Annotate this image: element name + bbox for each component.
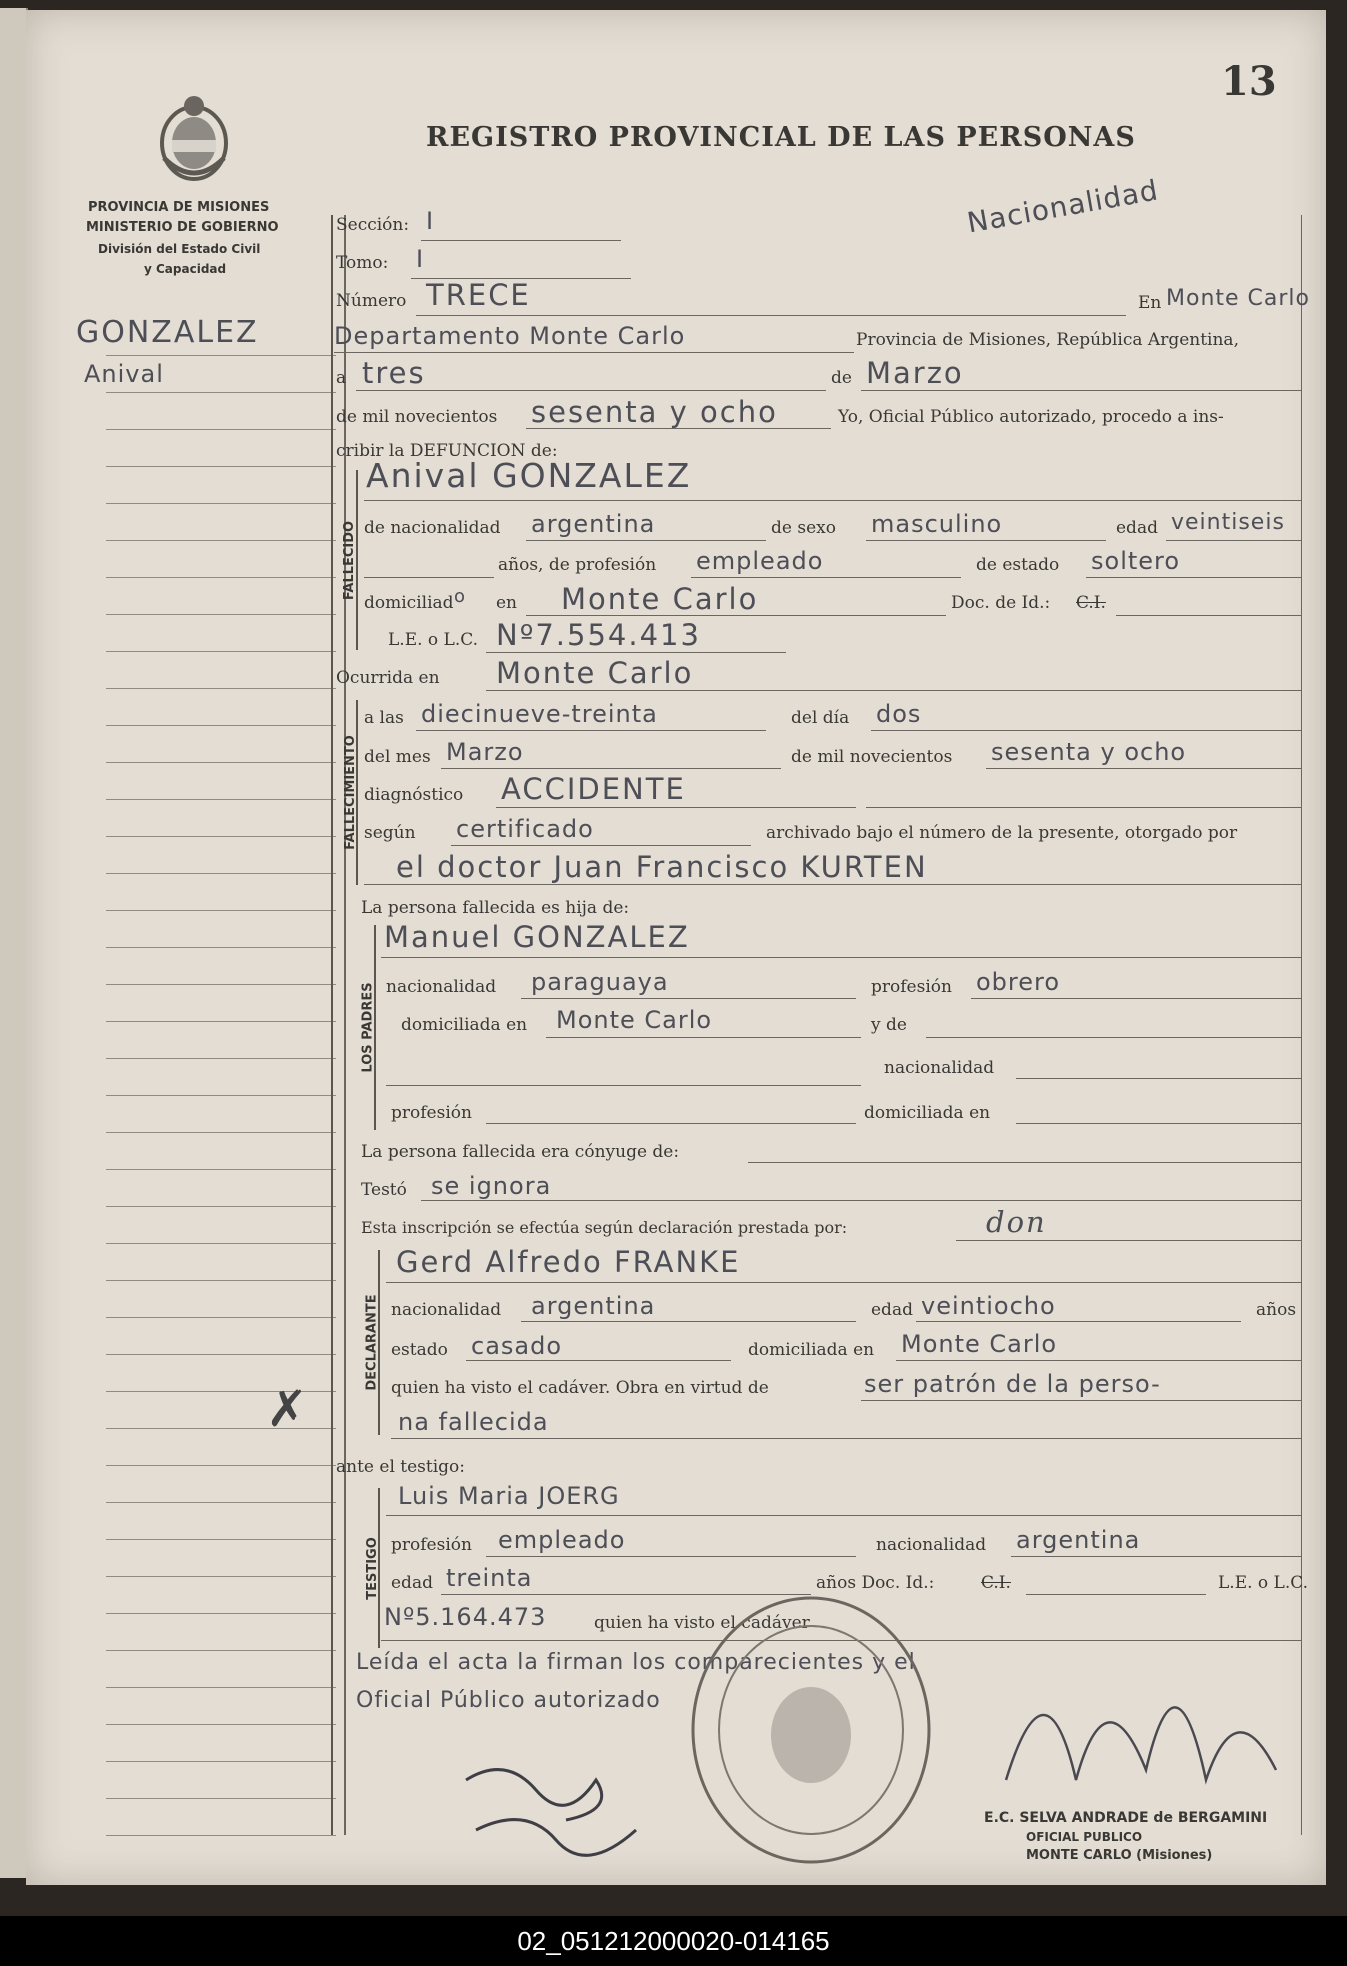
fallecido-nacionalidad-value: argentina: [531, 510, 656, 538]
en-label: En: [1138, 293, 1162, 313]
declarante-domicilio-value: Monte Carlo: [901, 1330, 1058, 1358]
seccion-value: I: [426, 207, 435, 235]
margin-ruled-line: [106, 1243, 336, 1244]
anos-profesion-label: años, de profesión: [498, 555, 657, 575]
official-seal-stamp: [686, 1590, 936, 1870]
segun-value: certificado: [456, 815, 594, 843]
margin-ruled-line: [106, 355, 336, 356]
closing-handwritten-2: Oficial Público autorizado: [356, 1688, 661, 1713]
margin-ruled-line: [106, 984, 336, 985]
testigo-nacionalidad-value: argentina: [1016, 1526, 1141, 1554]
testigo-profesion-value: empleado: [498, 1526, 626, 1554]
dia-label: del día: [791, 708, 850, 728]
margin-ruled-line: [106, 1761, 336, 1762]
testigo-edad-label: edad: [391, 1573, 433, 1593]
en-value: Monte Carlo: [1166, 286, 1310, 311]
conyuge-label: La persona fallecida era cónyuge de:: [361, 1142, 680, 1162]
org-line-4: y Capacidad: [144, 262, 227, 276]
padres-intro: La persona fallecida es hija de:: [361, 898, 630, 918]
testo-label: Testó: [361, 1180, 407, 1200]
tomo-value: I: [416, 245, 425, 273]
seccion-label: Sección:: [336, 215, 410, 235]
doctor-value: el doctor Juan Francisco KURTEN: [396, 850, 928, 884]
margin-ruled-line: [106, 614, 336, 615]
ocurrida-label: Ocurrida en: [336, 668, 440, 688]
margin-ruled-line: [106, 392, 336, 393]
declarante-estado-label: estado: [391, 1340, 448, 1360]
yo-text: Yo, Oficial Público autorizado, procedo a ins-: [838, 407, 1224, 427]
margin-ruled-line: [106, 836, 336, 837]
closing-handwritten-1: Leída el acta la firman los comparecientes y el: [356, 1650, 916, 1675]
dia-value: dos: [876, 700, 922, 728]
diagnostico-value: ACCIDENTE: [501, 772, 686, 806]
margin-ruled-line: [106, 1835, 336, 1836]
domicilio-suffix: o: [454, 586, 467, 607]
margin-ruled-line: [106, 1650, 336, 1651]
hora-label: a las: [364, 708, 404, 728]
mes-value: Marzo: [446, 738, 524, 766]
fallecido-nacionalidad-label: de nacionalidad: [364, 518, 501, 538]
padre-name: Manuel GONZALEZ: [384, 920, 690, 954]
image-id-bar: [0, 1916, 1347, 1966]
testigo-intro: ante el testigo:: [336, 1457, 466, 1477]
declarante-nacionalidad-label: nacionalidad: [391, 1300, 502, 1320]
testigo-name: Luis Maria JOERG: [398, 1482, 620, 1510]
mil-value: sesenta y ocho: [531, 395, 778, 429]
margin-ruled-line: [106, 1317, 336, 1318]
margin-ruled-line: [106, 540, 336, 541]
margin-ruled-line: [106, 910, 336, 911]
numero-value: TRECE: [426, 278, 531, 312]
margin-ruled-line: [106, 1058, 336, 1059]
margin-cross-mark: ✗: [266, 1380, 308, 1438]
anio-label: de mil novecientos: [791, 747, 953, 767]
margin-ruled-line: [106, 1539, 336, 1540]
margin-ruled-line: [106, 1021, 336, 1022]
margin-given-name: Anival: [84, 360, 164, 388]
inscribir-text: cribir la DEFUNCION de:: [336, 441, 558, 461]
fallecido-name: Anival GONZALEZ: [366, 456, 692, 495]
sexo-value: masculino: [871, 510, 1003, 538]
officer-place: MONTE CARLO (Misiones): [1026, 1848, 1213, 1863]
numero-label: Número: [336, 291, 407, 311]
domicilio2-label: domiciliada en: [864, 1103, 991, 1123]
doc-value: C.I.: [1076, 593, 1106, 613]
margin-ruled-line: [106, 1169, 336, 1170]
main-column-border: [331, 215, 333, 1835]
org-line-1: PROVINCIA DE MISIONES: [88, 200, 270, 215]
margin-ruled-line: [106, 1687, 336, 1688]
a-label: a: [336, 368, 347, 388]
padres-profesion-label: profesión: [871, 977, 952, 997]
testigo-section-label: TESTIGO: [364, 1536, 380, 1600]
signature-officer: [986, 1630, 1286, 1810]
fallecido-profesion-value: empleado: [696, 547, 824, 575]
margin-ruled-line: [106, 1206, 336, 1207]
margin-ruled-line: [106, 873, 336, 874]
testigo-le-value: Nº5.164.473: [384, 1603, 547, 1631]
de-value: Marzo: [866, 356, 964, 390]
le-value: Nº7.554.413: [496, 618, 701, 652]
tomo-label: Tomo:: [336, 253, 389, 273]
margin-ruled-line: [106, 1798, 336, 1799]
testo-value: se ignora: [431, 1172, 552, 1200]
mil-label: de mil novecientos: [336, 407, 498, 427]
padres-section-label: LOS PADRES: [360, 982, 376, 1073]
margin-ruled-line: [106, 1280, 336, 1281]
margin-ruled-line: [106, 1095, 336, 1096]
fallecido-domicilio-value: Monte Carlo: [561, 582, 759, 616]
ocurrida-value: Monte Carlo: [496, 656, 694, 690]
de-label: de: [831, 368, 852, 388]
segun-label: según: [364, 823, 416, 843]
testigo-quien-text: quien ha visto el cadáver: [594, 1613, 810, 1633]
margin-ruled-line: [106, 466, 336, 467]
signature-franke: [446, 1750, 646, 1860]
declaracion-title: don: [986, 1205, 1047, 1239]
edad-label: edad: [1116, 518, 1158, 538]
nacionalidad-note: Nacionalidad: [964, 173, 1161, 240]
officer-name: E.C. SELVA ANDRADE de BERGAMINI: [984, 1810, 1268, 1826]
declarante-anos-label: años: [1256, 1300, 1297, 1320]
declarante-virtud-value-2: na fallecida: [398, 1408, 549, 1436]
sexo-label: de sexo: [771, 518, 836, 538]
margin-ruled-line: [106, 1465, 336, 1466]
domicilio-label: domiciliad: [364, 593, 454, 613]
margin-surname: GONZALEZ: [76, 315, 259, 350]
estado-label: de estado: [976, 555, 1060, 575]
margin-ruled-line: [106, 1576, 336, 1577]
margin-ruled-line: [106, 1613, 336, 1614]
diagnostico-label: diagnóstico: [364, 785, 464, 805]
nacionalidad2-label: nacionalidad: [884, 1058, 995, 1078]
image-id: 02_051212000020-014165: [517, 1925, 830, 1956]
padres-domicilio-value: Monte Carlo: [556, 1006, 713, 1034]
certificate-page: [26, 10, 1326, 1885]
estado-value: soltero: [1091, 547, 1181, 575]
fallecido-section-label: FALLECIDO: [342, 520, 358, 600]
domicilio-en: en: [496, 593, 518, 613]
padres-nacionalidad-label: nacionalidad: [386, 977, 497, 997]
declarante-quien-text: quien ha visto el cadáver. Obra en virtud de: [391, 1378, 769, 1398]
declarante-estado-value: casado: [471, 1332, 563, 1360]
declarante-edad-value: veintiocho: [921, 1292, 1056, 1320]
testigo-anos-doc-label: años Doc. Id.:: [816, 1573, 935, 1593]
margin-ruled-line: [106, 725, 336, 726]
margin-column: [100, 215, 346, 1835]
margin-ruled-line: [106, 429, 336, 430]
y-de-label: y de: [871, 1015, 907, 1035]
provincia-text: Provincia de Misiones, República Argentina,: [856, 330, 1239, 350]
padres-domicilio-label: domiciliada en: [401, 1015, 528, 1035]
margin-ruled-line: [106, 503, 336, 504]
coat-of-arms-icon: [154, 88, 234, 188]
margin-ruled-line: [106, 1132, 336, 1133]
fallecimiento-section-label: FALLECIMIENTO: [342, 735, 358, 850]
departamento-value: Departamento Monte Carlo: [334, 322, 686, 350]
margin-ruled-line: [106, 762, 336, 763]
le-label: L.E. o L.C.: [388, 630, 479, 650]
a-value: tres: [362, 356, 426, 390]
testigo-nacionalidad-label: nacionalidad: [876, 1535, 987, 1555]
declarante-edad-label: edad: [871, 1300, 913, 1320]
margin-ruled-line: [106, 947, 336, 948]
margin-ruled-line: [106, 799, 336, 800]
edad-value: veintiseis: [1171, 510, 1285, 535]
mes-label: del mes: [364, 747, 431, 767]
testigo-le-label: L.E. o L.C.: [1218, 1573, 1309, 1593]
declarante-domicilio-label: domiciliada en: [748, 1340, 875, 1360]
declarante-name: Gerd Alfredo FRANKE: [396, 1245, 741, 1279]
margin-ruled-line: [106, 1724, 336, 1725]
officer-title: OFICIAL PUBLICO: [1026, 1830, 1143, 1844]
archivado-text: archivado bajo el número de la presente, otorgado por: [766, 823, 1238, 843]
doc-label: Doc. de Id.:: [951, 593, 1051, 613]
testigo-profesion-label: profesión: [391, 1535, 472, 1555]
padres-profesion-value: obrero: [976, 968, 1061, 996]
declarante-nacionalidad-value: argentina: [531, 1292, 656, 1320]
margin-ruled-line: [106, 1502, 336, 1503]
margin-ruled-line: [106, 651, 336, 652]
document-title: REGISTRO PROVINCIAL DE LAS PERSONAS: [426, 122, 1136, 153]
org-line-3: División del Estado Civil: [98, 242, 261, 256]
org-line-2: MINISTERIO DE GOBIERNO: [86, 220, 279, 235]
declaracion-intro: Esta inscripción se efectúa según declaración prestada por:: [361, 1218, 848, 1237]
declarante-virtud-value: ser patrón de la perso-: [864, 1370, 1161, 1398]
hora-value: diecinueve-treinta: [421, 700, 658, 728]
testigo-doc-value: C.I.: [981, 1573, 1011, 1593]
margin-ruled-line: [106, 577, 336, 578]
anio-value: sesenta y ocho: [991, 738, 1187, 766]
page-number: 13: [1221, 58, 1277, 105]
margin-ruled-line: [106, 688, 336, 689]
testigo-edad-value: treinta: [446, 1564, 533, 1592]
left-page-edge: [0, 8, 28, 1878]
padres-nacionalidad-value: paraguaya: [531, 968, 669, 996]
declarante-section-label: DECLARANTE: [364, 1294, 380, 1391]
profesion2-label: profesión: [391, 1103, 472, 1123]
margin-ruled-line: [106, 1354, 336, 1355]
